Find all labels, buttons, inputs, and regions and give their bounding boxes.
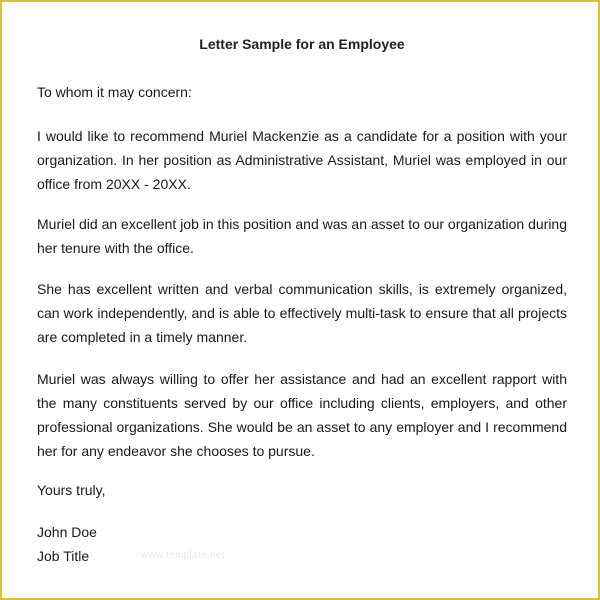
watermark: www.template.net — [141, 550, 225, 561]
closing: Yours truly, — [37, 482, 106, 498]
signer-name: John Doe — [37, 524, 97, 540]
signer-title: Job Title — [37, 548, 90, 564]
paragraph-1: I would like to recommend Muriel Mackenzie as a candidate for a position with your organization. In her position as Administrative Assistant, Muriel was employed in our office from 20XX - 20XX. — [37, 128, 567, 192]
paragraph-2: Muriel did an excellent job in this position and was an asset to our organization during her tenure with the office. — [37, 216, 567, 256]
salutation: To whom it may concern: — [37, 84, 192, 100]
paragraph-3: She has excellent written and verbal communication skills, is extremely organized, can work independently, and is able to effectively multi-task to ensure that all projects are completed in a timely manner. — [37, 281, 567, 345]
letter-title: Letter Sample for an Employee — [199, 36, 405, 52]
paragraph-4: Muriel was always willing to offer her assistance and had an excellent rapport with the many constituents served by our office including clients, employers, and other professional organizations. She would be an asset to any employer and I recommend her for any endeavor she chooses to pursue. — [37, 371, 567, 459]
